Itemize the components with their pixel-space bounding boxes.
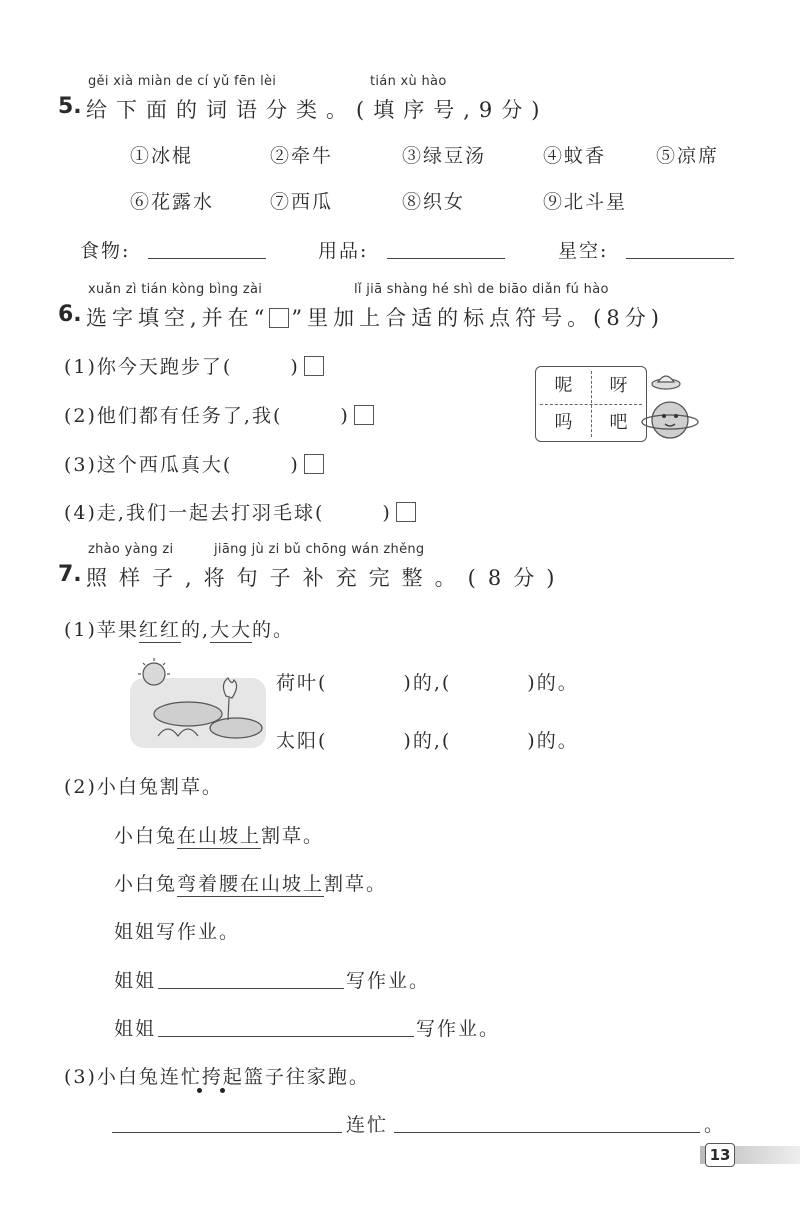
- q7-lotus-c: )的。: [527, 672, 579, 694]
- q7-sun: [276, 726, 579, 753]
- q7-pinyin-2: jiāng jù zi bǔ chōng wán zhěng: [214, 542, 425, 557]
- q5-item-3: ③绿豆汤: [402, 145, 487, 167]
- q6-word-grid: [535, 366, 647, 442]
- q6-sentence-1-close: ): [290, 356, 300, 378]
- q5-item-5: ⑤凉席: [656, 145, 720, 167]
- q6-sentence-3-box[interactable]: [304, 454, 324, 474]
- q7-part2-question: 姐姐写作业。: [114, 921, 241, 943]
- q7-lotus-leaf: [276, 668, 579, 695]
- q7-part2-example-1: [114, 821, 324, 848]
- q7-part3-heading: (3)小白兔连忙挎起篮子往家跑。: [64, 1066, 370, 1088]
- q7-answer-2-end: 写作业。: [416, 1018, 501, 1040]
- q5-item-9: ⑨北斗星: [543, 191, 628, 213]
- emphasis-dot-1: [197, 1088, 202, 1093]
- q7-ex1-c: 割草。: [261, 825, 325, 847]
- emphasis-dot-2: [220, 1088, 225, 1093]
- planet-icon: [636, 366, 700, 446]
- q5-sky-blank[interactable]: [626, 258, 734, 259]
- q6-sentence-3-close: ): [290, 454, 300, 476]
- q7-ex2-b: 弯着腰在山坡上: [177, 873, 325, 895]
- q5-item-6: ⑥花露水: [130, 191, 215, 213]
- q5-title: 给下面的词语分类。(填序号,9分): [86, 98, 549, 122]
- page-number: 13: [705, 1143, 735, 1167]
- q7-part2-heading: (2)小白兔割草。: [64, 776, 223, 798]
- q5-item-8: ⑧织女: [402, 191, 466, 213]
- q5-food-blank[interactable]: [148, 258, 266, 259]
- q5-item-2: ②牵牛: [270, 145, 334, 167]
- q7-part3-end: 。: [704, 1114, 726, 1136]
- q7-ex1-a: 小白兔: [114, 825, 178, 847]
- q6-sentence-1: [64, 352, 324, 379]
- q7-sun-c: )的。: [527, 730, 579, 752]
- q6-sentence-4-box[interactable]: [396, 502, 416, 522]
- q7-sun-a: 太阳(: [276, 730, 328, 752]
- q5-category-sky: 星空:: [558, 240, 609, 262]
- word-ba: 吧: [609, 412, 628, 433]
- word-ne: 呢: [554, 375, 573, 396]
- q6-sentence-2-box[interactable]: [354, 405, 374, 425]
- q7-part1-red: 红红: [138, 619, 181, 641]
- q5-item-7: ⑦西瓜: [270, 191, 334, 213]
- q7-title: 照样子,将句子补充完整。(8分): [86, 566, 567, 590]
- ufo-icon: [652, 376, 680, 389]
- q6-sentence-4-close: ): [382, 502, 392, 524]
- q7-part3-blank-2[interactable]: [394, 1132, 700, 1133]
- q7-lotus-b: )的,(: [403, 672, 452, 694]
- q5-item-4: ④蚊香: [543, 145, 607, 167]
- q7-part3-word: 连忙: [346, 1114, 389, 1136]
- q6-sentence-3-text: (3)这个西瓜真大(: [64, 454, 233, 476]
- q6-sentence-4: [64, 498, 416, 525]
- q5-pinyin-2: tián xù hào: [370, 74, 447, 89]
- q6-sentence-1-text: (1)你今天跑步了(: [64, 356, 233, 378]
- q6-pinyin-1: xuǎn zì tián kòng bìng zài: [88, 282, 263, 297]
- q5-category-goods: 用品:: [318, 240, 369, 262]
- q6-sentence-2: [64, 401, 374, 428]
- q6-title: [86, 302, 664, 332]
- q6-sentence-3: [64, 450, 324, 477]
- q6-sentence-1-box[interactable]: [304, 356, 324, 376]
- q7-answer-1-start: 姐姐: [114, 970, 157, 992]
- q5-pinyin-1: gěi xià miàn de cí yǔ fēn lèi: [88, 74, 277, 89]
- q7-number: 7.: [58, 562, 82, 587]
- q7-answer-2-start: 姐姐: [114, 1018, 157, 1040]
- q7-part3-blank-1[interactable]: [112, 1132, 342, 1133]
- q6-title-box: [269, 308, 289, 328]
- grid-horizontal-divider: [540, 404, 642, 405]
- q7-answer-1-blank[interactable]: [158, 988, 344, 989]
- q5-goods-blank[interactable]: [387, 258, 505, 259]
- q6-sentence-2-close: ): [340, 405, 350, 427]
- q7-part1-c: 的,: [180, 619, 210, 641]
- q6-title-part1: 选字填空,并在“: [86, 306, 270, 330]
- q7-lotus-a: 荷叶(: [276, 672, 328, 694]
- q7-ex2-c: 割草。: [324, 873, 388, 895]
- lotus-pond-illustration: [128, 656, 268, 750]
- word-ma: 吗: [554, 412, 573, 433]
- q5-number: 5.: [58, 94, 82, 119]
- q6-title-part2: ”里加上合适的标点符号。(8分): [291, 306, 664, 330]
- q5-item-1: ①冰棍: [130, 145, 194, 167]
- q7-part2-example-2: [114, 869, 387, 896]
- q7-answer-2-blank[interactable]: [158, 1036, 414, 1037]
- q6-sentence-4-text: (4)走,我们一起去打羽毛球(: [64, 502, 325, 524]
- q7-part1-example: [64, 615, 294, 642]
- q7-ex2-a: 小白兔: [114, 873, 178, 895]
- q5-category-food: 食物:: [80, 240, 131, 262]
- q7-part1-e: 的。: [252, 619, 295, 641]
- q7-sun-b: )的,(: [403, 730, 452, 752]
- q7-answer-1-end: 写作业。: [346, 970, 431, 992]
- q7-part1-a: (1)苹果: [64, 619, 139, 641]
- q7-ex1-b: 在山坡上: [177, 825, 262, 847]
- word-ya: 呀: [609, 375, 628, 396]
- q6-number: 6.: [58, 302, 82, 327]
- q7-part1-big: 大大: [209, 619, 252, 641]
- q6-pinyin-2: lǐ jiā shàng hé shì de biāo diǎn fú hào: [354, 282, 609, 297]
- q6-sentence-2-text: (2)他们都有任务了,我(: [64, 405, 283, 427]
- q7-pinyin-1: zhào yàng zi: [88, 542, 174, 557]
